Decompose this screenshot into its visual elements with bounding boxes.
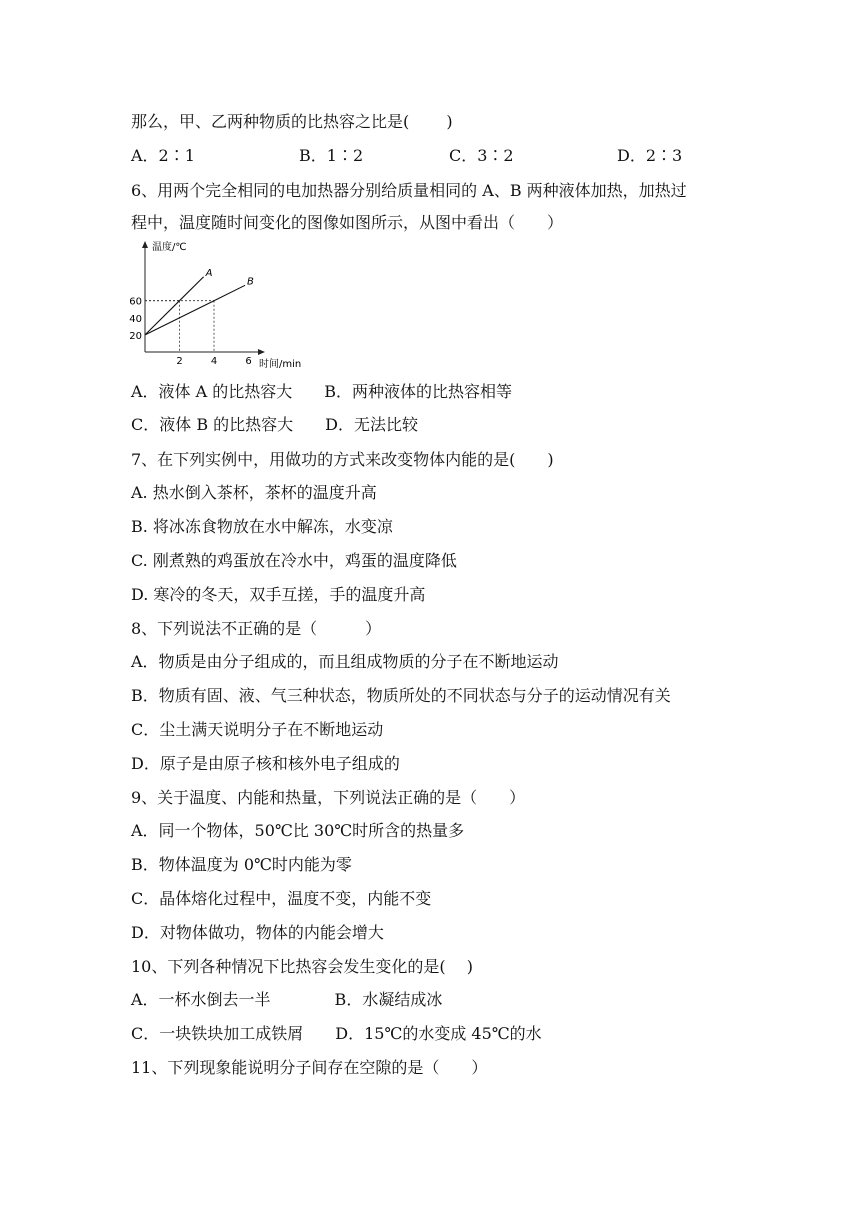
q7-option-d: D. 寒冷的冬天，双手互搓，手的温度升高 (131, 585, 426, 604)
series-lines (145, 268, 254, 335)
series-line-a (145, 277, 204, 335)
x-axis-label: 时间/min (259, 359, 302, 370)
x-axis-arrow (258, 349, 265, 355)
q10-options-row1: A．一杯水倒去一半 B．水凝结成冰 (131, 990, 443, 1009)
temperature-time-graph (128, 238, 318, 370)
guide-lines (145, 301, 214, 352)
q7-option-b: B. 将冰冻食物放在水中解冻，水变凉 (131, 517, 393, 536)
q8-option-b: B．物质有固、液、气三种状态，物质所处的不同状态与分子的运动情况有关 (131, 686, 671, 705)
q11-stem: 11、下列现象能说明分子间存在空隙的是（ ） (131, 1058, 488, 1077)
y-axis-arrow (142, 241, 148, 248)
q10-options-row2: C．一块铁块加工成铁屑 D．15℃的水变成 45℃的水 (131, 1024, 542, 1043)
q6-options-row1: A．液体 A 的比热容大 B．两种液体的比热容相等 (131, 382, 513, 401)
q9-option-c: C．晶体熔化过程中，温度不变，内能不变 (131, 889, 432, 908)
x-tick-label: 4 (210, 356, 218, 367)
y-tick-label: 60 (129, 296, 142, 308)
q9-option-d: D．对物体做功，物体的内能会增大 (131, 923, 384, 942)
y-axis-label: 温度/℃ (152, 242, 187, 253)
series-label-a: A (205, 267, 213, 279)
q6-stem-line2: 程中，温度随时间变化的图像如图所示，从图中看出（ ） (131, 213, 564, 232)
series-label-b: B (247, 276, 254, 288)
q5-option-d: D．2∶3 (617, 146, 683, 165)
y-tick-label: 20 (129, 330, 142, 342)
x-tick-label: 2 (176, 356, 183, 367)
q9-option-a: A．同一个物体，50℃比 30℃时所含的热量多 (131, 821, 465, 840)
series-line-b (145, 285, 245, 335)
q8-stem: 8、下列说法不正确的是（ ） (131, 619, 382, 638)
q8-option-d: D．原子是由原子核和核外电子组成的 (131, 754, 400, 773)
q5-option-c: C．3∶2 (449, 146, 514, 165)
q9-stem: 9、关于温度、内能和热量，下列说法正确的是（ ） (131, 788, 526, 807)
q7-stem: 7、在下列实例中，用做功的方式来改变物体内能的是( ) (131, 450, 554, 469)
q10-stem: 10、下列各种情况下比热容会发生变化的是( ) (131, 957, 473, 976)
q6-options-row2: C．液体 B 的比热容大 D．无法比较 (131, 415, 419, 434)
x-tick-label: 6 (245, 356, 252, 367)
q7-option-c: C. 刚煮熟的鸡蛋放在冷水中，鸡蛋的温度降低 (131, 551, 457, 570)
y-tick-label: 40 (129, 313, 142, 325)
q6-stem-line1: 6、用两个完全相同的电加热器分别给质量相同的 A、B 两种液体加热，加热过 (131, 181, 687, 200)
q5-option-a: A．2∶1 (131, 146, 195, 165)
q5-stem: 那么，甲、乙两种物质的比热容之比是( ) (131, 112, 453, 131)
q5-option-b: B．1∶2 (299, 146, 364, 165)
q9-option-b: B．物体温度为 0℃时内能为零 (131, 855, 352, 874)
q8-option-c: C．尘土满天说明分子在不断地运动 (131, 720, 384, 739)
q8-option-a: A．物质是由分子组成的，而且组成物质的分子在不断地运动 (131, 652, 559, 671)
graph-axes (142, 241, 265, 355)
q7-option-a: A. 热水倒入茶杯，茶杯的温度升高 (131, 483, 377, 502)
